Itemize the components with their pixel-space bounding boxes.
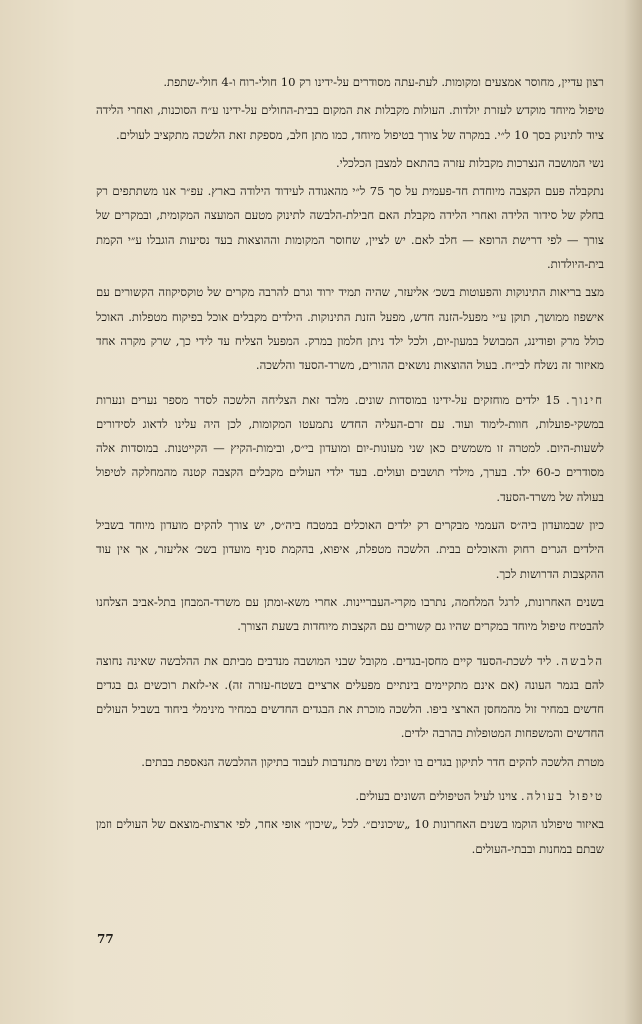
paragraph-text: צוינו לעיל הטיפולים השונים בעולים.	[355, 789, 521, 804]
paragraph-1	[96, 70, 604, 94]
paragraph-3	[96, 151, 604, 175]
body-text	[96, 70, 604, 861]
paragraph-7	[96, 513, 604, 586]
paragraph-text: נשי המושבה הנצרכות מקבלות עזרה בהתאם למצבן הכלכלי.	[336, 155, 604, 170]
paragraph-2	[96, 98, 604, 147]
section-lead-word: חינוך.	[565, 392, 605, 407]
paragraph-text: בשנים האחרונות, לרגל המלחמה, נתרבו מקרי-העבריינות. אחרי משא-ומתן עם משרד-המבחן בתל-אביב הצלחנו להבטיח טיפול מיוחד במקרים שהיו גם קשורים עם הקצבות מיוחדות בשעת הצורך.	[96, 594, 604, 634]
paragraph-text: 15 ילדים מוחזקים על-ידינו במוסדות שונים. מלבד זאת הצליחה הלשכה לסדר מספר נערים ונערות במשקי-פועלות, חוות-לימוד ועוד. עם זרם-העליה החדש נתמעטו המקומות, לכן היה עלינו לדאוג לסידורים לשעות-היום. למטרה זו משמשים כאן שני מעונות-יום ומועדון בי״ס, ובימות-הקיץ — הקייטנות. במוסדות אלה מסודרים כ-60 ילד. בערך, מילדי תושבים ועולים. בעד ילדי העולים מקבלים הקצבה קטנה מהמחלקה לטיפול בעולה של משרד-הסעד.	[96, 392, 604, 504]
paragraph-text: נתקבלה פעם הקצבה מיוחדת חד-פעמית על סך 75 ל״י מהאגודה לעידוד הילודה בארץ. עפ״ר אנו משתתפים רק בחלק של סידור הלידה ואחרי הלידה מקבלת האם חבילת-הלבשה לתינוק מטעם המועצה המקומית, ובמקרים של צורך — לפי דרישת הרופא — חלב לאם. יש לציין, שחוסר המקומות וההוצאות בעד נסיעות הוגבלו ע״י הקמת בית-היולדות.	[96, 184, 604, 272]
paragraph-text: רצון עדיין, מחוסר אמצעים ומקומות. לעת-עתה מסודרים על-ידינו רק 10 חולי-רוח ו-4 חולי-שתפת.	[163, 75, 604, 89]
paragraph-text: טיפול מיוחד מוקדש לעזרת יולדות. העולות מקבלות את המקום בבית-החולים על-ידינו ע״ח הסוכנות, ואחרי הלידה ציוד לתינוק בסך 10 ל״י. במקרה של צורך בטיפול מיוחד, כמו מתן חלב, מספקת זאת הלשכה מתקציב לעולים.	[96, 103, 604, 142]
paragraph-education	[96, 388, 604, 509]
paragraph-text: ליד לשכת-הסעד קיים מחסן-בגדים. מקובל שבני המושבה מנדבים מביתם את ההלבשה שאינה נחוצה להם בגמר העונה (אם אינם מתקיימים בינתיים מפעלים ארציים בשטח-עזרה זה). אי-לזאת רוכשים גם בגדים חדשים במחיר זול מהמחסן הארצי ביפו. הלשכה מוכרת את הבגדים החדשים במחיר מינימלי ביחוד בשביל העולים החדשים והמשפחות המטופלות בהרבה ילדים.	[96, 653, 604, 741]
paragraph-4	[96, 179, 604, 276]
paragraph-clothing	[96, 649, 604, 746]
page-edge-shadow	[624, 0, 642, 1024]
paragraph-10	[96, 750, 604, 774]
page-number: 77	[97, 932, 114, 946]
paragraph-5	[96, 280, 604, 377]
paragraph-immigrant-care	[96, 784, 604, 808]
section-lead-word: טיפול בעולה.	[520, 789, 604, 804]
paragraph-text: כיון שבמועדון ביה״ס העממי מבקרים רק ילדים האוכלים במטבח ביה״ס, יש צורך להקים מועדון מיוחד בשביל הילדים הגרים רחוק והאוכלים בבית. הלשכה מטפלת, איפוא, בהקמת סניף מועדון בשכ׳ אליעזר, אך אין עוד ההקצבות הדרושות לכך.	[96, 518, 604, 581]
paragraph-text: באיזור טיפולנו הוקמו בשנים האחרונות 10 „שיכונים״. לכל „שיכון״ אופי אחר, לפי ארצות-מוצאם של העולים וזמן שבתם במחנות ובבתי-העולים.	[96, 817, 605, 856]
paragraph-text: מטרת הלשכה להקים חדר לתיקון בגדים בו יוכלו נשים מתנדבות לעבוד בתיקון ההלבשה הנאספת בבתים.	[141, 754, 604, 769]
paragraph-8	[96, 590, 604, 639]
section-lead-word: הלבשה.	[555, 653, 604, 668]
paragraph-text: מצב בריאות התינוקות והפעוטות בשכ׳ אליעזר, שהיה תמיד ירוד וגרם להרבה מקרים של טוקסיקוזה הקשורים עם אישפוז ממושך, תוקן ע״י מפעל-הזנה חדש, מפעל הזנת התינוקות. הילדים מקבלים אוכל בפיקוח מטפלות. האוכל כולל מרק ופודינג, המבושל במעון-יום, ולכל ילד ניתן חלמון במרק. המפעל הצליח עד לידי כך, שרק מקרה אחד מאיזור זה נשלח לבי״ח. בעול ההוצאות נושאים ההורים, משרד-הסעד והלשכה.	[96, 285, 604, 373]
paragraph-12	[96, 812, 604, 861]
